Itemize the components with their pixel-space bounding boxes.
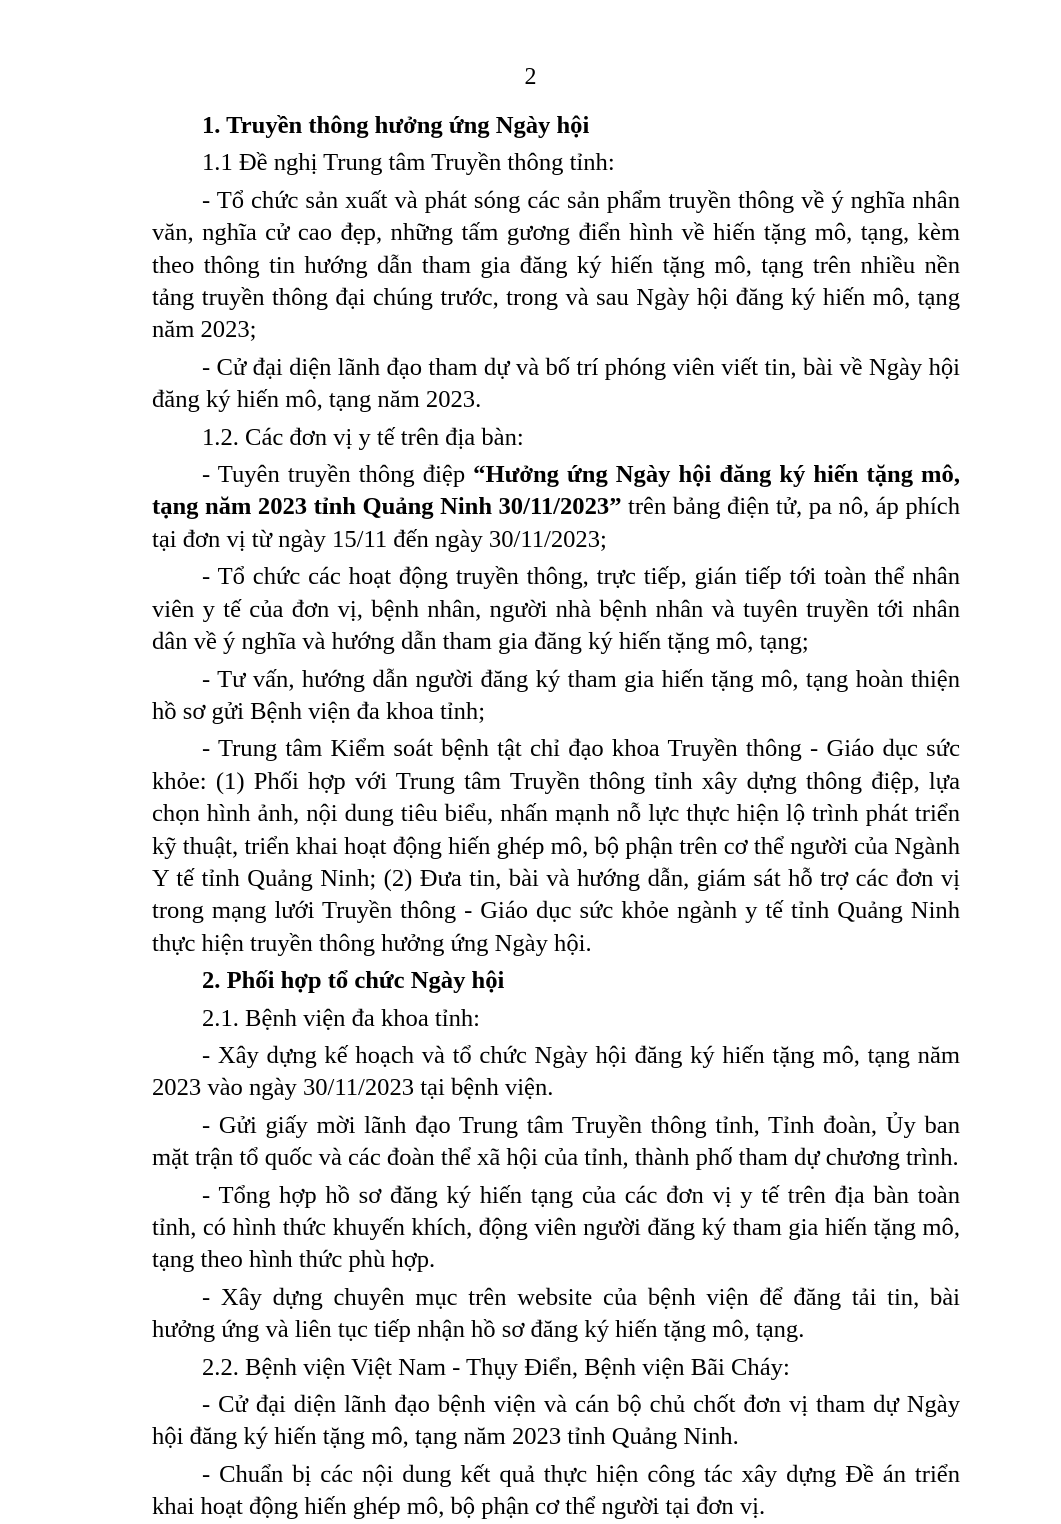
section-heading: 2. Phối hợp tổ chức Ngày hội: [202, 967, 505, 995]
paragraph: - Cử đại diện lãnh đạo tham dự và bố trí phóng viên viết tin, bài về Ngày hội đăng ký hiến mô, tạng năm 2023.: [152, 353, 960, 414]
paragraph: - Cử đại diện lãnh đạo bệnh viện và cán bộ chủ chốt đơn vị tham dự Ngày hội đăng ký hiến tặng mô, tạng năm 2023 tỉnh Quảng Ninh.: [152, 1391, 960, 1451]
paragraph: - Tổ chức các hoạt động truyền thông, trực tiếp, gián tiếp tới toàn thể nhân viên y tế của đơn vị, bệnh nhân, người nhà bệnh nhân và tuyên truyền tới nhân dân về ý nghĩa và hướng dẫn tham gia đăng ký hiến tặng mô, tạng;: [152, 563, 960, 656]
paragraph-suffix: trên bảng điện tử, pa nô, áp phích tại đơn vị từ ngày 15/11 đến ngày 30/11/2023;: [152, 493, 960, 553]
paragraph: - Tư vấn, hướng dẫn người đăng ký tham gia hiến tặng mô, tạng hoàn thiện hồ sơ gửi Bệnh viện đa khoa tỉnh;: [152, 665, 960, 725]
paragraph: - Trung tâm Kiểm soát bệnh tật chỉ đạo khoa Truyền thông - Giáo dục sức khỏe: (1) Phối hợp với Trung tâm Truyền thông tỉnh xây dựng thông điệp, lựa chọn hình ảnh, nội dung tiêu biểu, nhấn mạnh nỗ lực thực hiện lộ trình phát triển kỹ thuật, triển khai hoạt động hiến ghép mô, bộ phận trên cơ thể người của Ngành Y tế tỉnh Quảng Ninh; (2) Đưa tin, bài và hướng dẫn, giám sát hỗ trợ các đơn vị trong mạng lưới Truyền thông - Giáo dục sức khỏe ngành y tế tỉnh Quảng Ninh thực hiện truyền thông hưởng ứng Ngày hội.: [152, 735, 960, 957]
paragraph: - Tổng hợp hồ sơ đăng ký hiến tạng của các đơn vị y tế trên địa bàn toàn tỉnh, có hình thức khuyến khích, động viên người đăng ký tham gia hiến tặng mô, tạng theo hình thức phù hợp.: [152, 1181, 960, 1274]
paragraph: - Xây dựng chuyên mục trên website của bệnh viện để đăng tải tin, bài hưởng ứng và liên tục tiếp nhận hồ sơ đăng ký hiến tặng mô, tạng.: [152, 1283, 960, 1344]
paragraph: 1.2. Các đơn vị y tế trên địa bàn:: [202, 423, 524, 451]
paragraph: - Tổ chức sản xuất và phát sóng các sản phẩm truyền thông về ý nghĩa nhân văn, nghĩa cử cao đẹp, những tấm gương điển hình về hiến tặng mô, tạng, kèm theo thông tin hướng dẫn tham gia đăng ký hiến tặng mô, tạng trên nhiều nền tảng truyền thông đại chúng trước, trong và sau Ngày hội đăng ký hiến mô, tạng năm 2023;: [152, 186, 960, 344]
section-heading: 1. Truyền thông hưởng ứng Ngày hội: [202, 112, 590, 139]
paragraph-with-bold-slogan: [152, 459, 960, 556]
paragraph: 2.1. Bệnh viện đa khoa tỉnh:: [202, 1004, 481, 1032]
paragraph-prefix: - Tuyên truyền thông điệp: [202, 461, 474, 489]
document-body: [152, 110, 960, 1524]
paragraph: - Xây dựng kế hoạch và tổ chức Ngày hội đăng ký hiến tặng mô, tạng năm 2023 vào ngày 30/11/2023 tại bệnh viện.: [152, 1041, 960, 1102]
bold-slogan: “Hưởng ứng Ngày hội đăng ký hiến tặng mô, tạng năm 2023 tỉnh Quảng Ninh 30/11/2023”: [152, 461, 960, 521]
paragraph: - Chuẩn bị các nội dung kết quả thực hiện công tác xây dựng Đề án triển khai hoạt động hiến ghép mô, bộ phận cơ thể người tại đơn vị.: [152, 1460, 960, 1521]
paragraph: 2.2. Bệnh viện Việt Nam - Thụy Điển, Bệnh viện Bãi Cháy:: [202, 1353, 790, 1381]
paragraph: 1.1 Đề nghị Trung tâm Truyền thông tỉnh:: [202, 149, 615, 177]
paragraph: - Gửi giấy mời lãnh đạo Trung tâm Truyền thông tỉnh, Tỉnh đoàn, Ủy ban mặt trận tổ quốc và các đoàn thể xã hội của tỉnh, thành phố tham dự chương trình.: [152, 1111, 960, 1172]
page-number: 2: [524, 64, 537, 90]
